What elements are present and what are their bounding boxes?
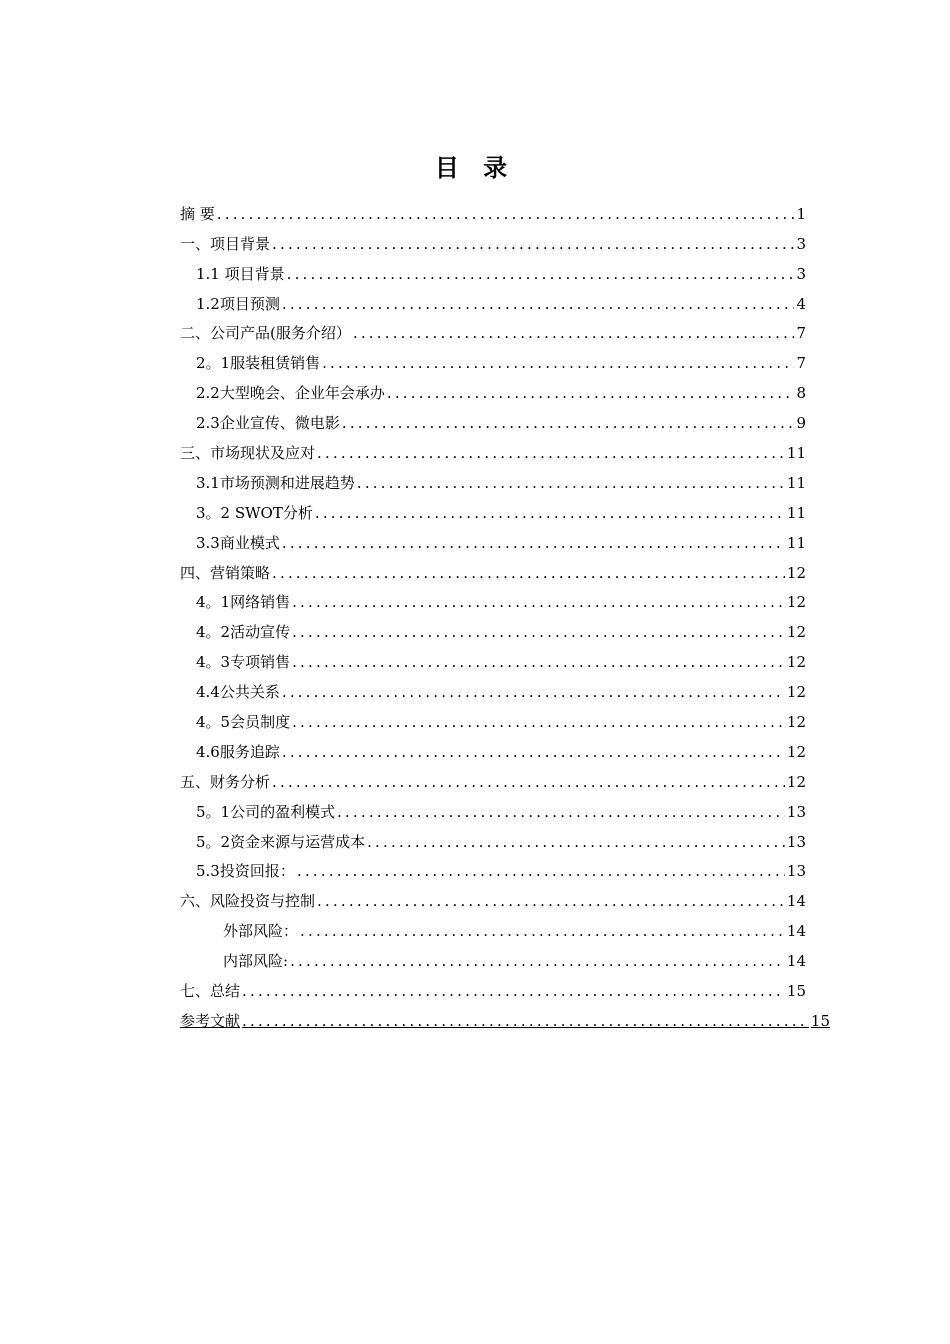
toc-entry[interactable] [180, 224, 806, 254]
toc-dot-leader [317, 891, 785, 911]
toc-entry-label: 二、公司产品(服务介绍） [180, 324, 351, 343]
toc-entry-label: 五、财务分析 [180, 772, 271, 791]
toc-entry-label: 六、风险投资与控制 [180, 892, 316, 911]
toc-entry-label: 4.6服务追踪 [196, 742, 280, 761]
toc-entry-page-number: 12 [786, 772, 806, 791]
toc-dot-leader [282, 533, 785, 553]
toc-entry-page-number: 11 [786, 533, 806, 552]
toc-entry-page-number: 11 [786, 444, 806, 463]
toc-entry-page-number: 8 [796, 384, 806, 403]
toc-entry-label: 七、总结 [180, 982, 241, 1001]
toc-entry-page-number: 7 [796, 324, 806, 343]
toc-entry-page-number: 12 [786, 683, 806, 702]
toc-entry[interactable] [180, 612, 806, 642]
toc-entry-label: 5.3投资回报： [196, 862, 295, 881]
toc-entry[interactable] [180, 852, 806, 882]
toc-dot-leader [282, 294, 795, 314]
toc-entry-label: 4。2活动宣传 [196, 623, 291, 642]
toc-entry-label: 3.1市场预测和进展趋势 [196, 473, 355, 492]
toc-entry-page-number: 14 [786, 922, 806, 941]
toc-dot-leader [353, 323, 795, 343]
toc-entry-label: 三、市场现状及应对 [180, 444, 316, 463]
toc-entry[interactable] [180, 463, 806, 493]
toc-entry-label: 5。1公司的盈利模式 [196, 802, 336, 821]
toc-dot-leader [357, 473, 785, 493]
toc-dot-leader [300, 921, 785, 941]
toc-dot-leader [292, 712, 785, 732]
toc-entry-page-number: 3 [796, 234, 806, 253]
toc-dot-leader [242, 1011, 809, 1031]
toc-entry-page-number: 4 [796, 294, 806, 313]
toc-entry-label: 4。1网络销售 [196, 593, 291, 612]
toc-entry[interactable] [180, 941, 806, 971]
toc-entry[interactable] [180, 881, 806, 911]
toc-dot-leader [337, 802, 785, 822]
toc-entry-page-number: 1 [796, 204, 806, 223]
toc-entry[interactable] [180, 911, 806, 941]
toc-title: 目 录 [434, 153, 516, 182]
toc-entry[interactable] [180, 373, 806, 403]
toc-entry-page-number: 14 [786, 952, 806, 971]
toc-entry-label: 4.4公共关系 [196, 683, 280, 702]
toc-entry-page-number: 13 [786, 862, 806, 881]
toc-entry-label: 3。2 SWOT分析 [196, 503, 313, 522]
toc-entry[interactable] [180, 971, 806, 1001]
toc-entry[interactable] [180, 284, 806, 314]
toc-entry-label: 4。3专项销售 [196, 653, 291, 672]
toc-entry-label: 5。2资金来源与运营成本 [196, 832, 366, 851]
table-of-contents [180, 194, 830, 1031]
toc-dot-leader [317, 443, 785, 463]
toc-entry-page-number: 13 [786, 802, 806, 821]
toc-entry-label: 1.2项目预测 [196, 294, 280, 313]
toc-entry-page-number: 15 [810, 1011, 830, 1030]
toc-entry[interactable] [180, 433, 806, 463]
toc-entry-label: 参考文献 [180, 1011, 241, 1030]
toc-dot-leader [387, 383, 795, 403]
toc-entry-label: 外部风险： [223, 922, 299, 941]
toc-entry-page-number: 11 [786, 503, 806, 522]
toc-entry-label: 4。5会员制度 [196, 713, 291, 732]
toc-dot-leader [282, 742, 785, 762]
toc-entry-page-number: 12 [786, 563, 806, 582]
toc-dot-leader [315, 503, 785, 523]
toc-entry-label: 内部风险: [223, 952, 289, 971]
toc-dot-leader [217, 204, 795, 224]
toc-dot-leader [290, 951, 785, 971]
toc-dot-leader [367, 832, 785, 852]
toc-dot-leader [297, 861, 785, 881]
toc-entry-label: 2。1服装租赁销售 [196, 354, 321, 373]
toc-entry-page-number: 3 [796, 264, 806, 283]
toc-entry[interactable] [180, 642, 806, 672]
toc-dot-leader [292, 592, 785, 612]
toc-entry[interactable] [180, 732, 806, 762]
toc-entry-page-number: 12 [786, 623, 806, 642]
toc-dot-leader [292, 652, 785, 672]
toc-dot-leader [322, 353, 794, 373]
toc-entry[interactable] [180, 254, 806, 284]
toc-dot-leader [282, 682, 785, 702]
toc-entry-page-number: 9 [796, 414, 806, 433]
toc-entry-label: 一、项目背景 [180, 234, 271, 253]
toc-dot-leader [287, 264, 795, 284]
toc-entry-label: 2.2大型晚会、企业年会承办 [196, 384, 385, 403]
toc-entry-page-number: 12 [786, 593, 806, 612]
toc-dot-leader [292, 622, 785, 642]
toc-entry-page-number: 12 [786, 713, 806, 732]
toc-dot-leader [272, 772, 785, 792]
toc-entry-page-number: 7 [796, 354, 806, 373]
toc-entry-label: 2.3企业宣传、微电影 [196, 414, 340, 433]
toc-entry[interactable] [180, 553, 806, 583]
toc-entry[interactable] [180, 792, 806, 822]
toc-entry-label: 3.3商业模式 [196, 533, 280, 552]
toc-entry[interactable] [180, 702, 806, 732]
toc-entry-label: 四、营销策略 [180, 563, 271, 582]
toc-entry[interactable] [180, 583, 806, 613]
toc-entry[interactable] [180, 523, 806, 553]
toc-entry-label: 摘 要 [180, 204, 215, 223]
toc-entry[interactable] [180, 1001, 830, 1031]
toc-entry[interactable] [180, 314, 806, 344]
toc-dot-leader [242, 981, 785, 1001]
toc-entry-page-number: 15 [786, 982, 806, 1001]
toc-entry[interactable] [180, 403, 806, 433]
toc-entry[interactable] [180, 343, 806, 373]
toc-entry-label: 1.1 项目背景 [196, 264, 285, 283]
toc-dot-leader [272, 234, 794, 254]
toc-entry-page-number: 12 [786, 742, 806, 761]
toc-entry[interactable] [180, 493, 806, 523]
toc-entry[interactable] [180, 762, 806, 792]
toc-entry[interactable] [180, 822, 806, 852]
toc-entry-page-number: 11 [786, 473, 806, 492]
toc-dot-leader [272, 563, 785, 583]
toc-entry-page-number: 14 [786, 892, 806, 911]
toc-entry-page-number: 12 [786, 653, 806, 672]
toc-dot-leader [342, 413, 795, 433]
toc-entry[interactable] [180, 672, 806, 702]
toc-entry-page-number: 13 [786, 832, 806, 851]
toc-entry[interactable] [180, 194, 806, 224]
